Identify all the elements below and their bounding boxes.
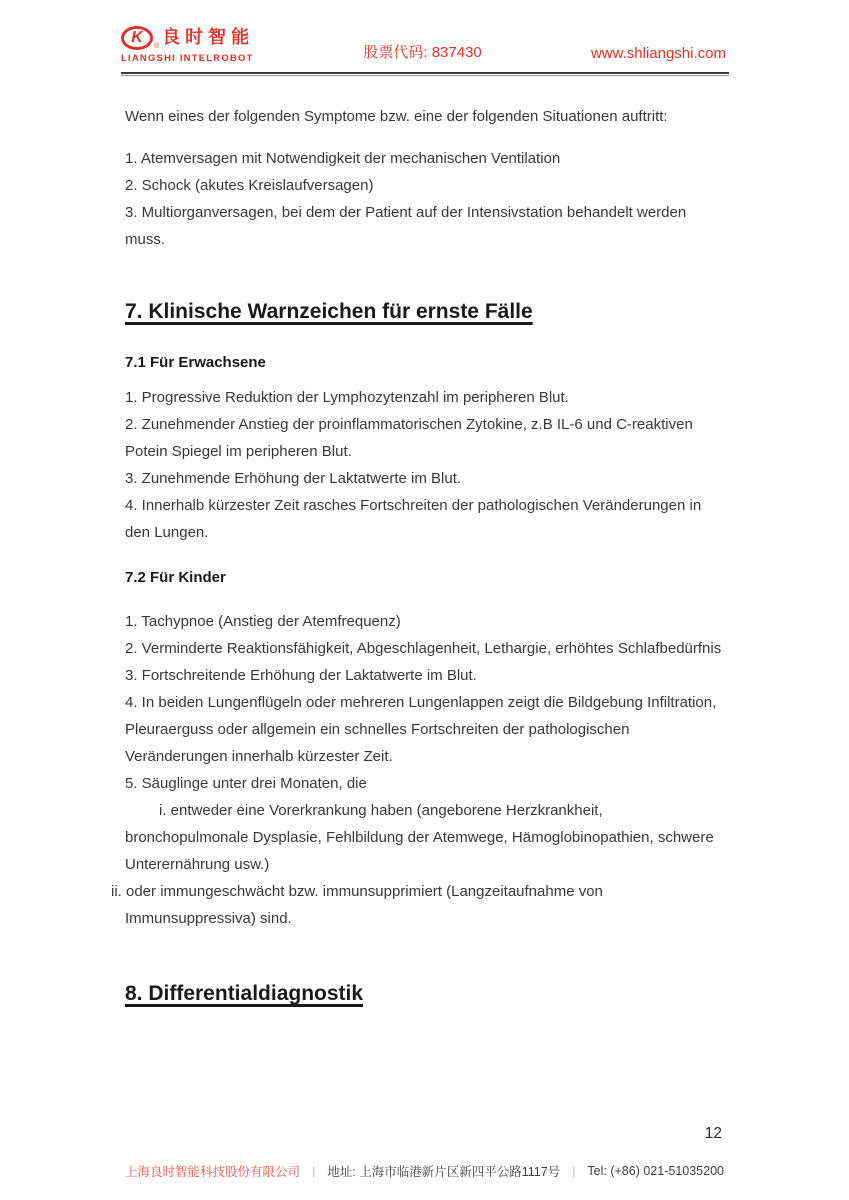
list-item: 4. In beiden Lungenflügeln oder mehreren Lungenlappen zeigt die Bildgebung Infiltration, Pleuraerguss oder allgemein ein schnelles Fortschreiten der pathologischen Veränderungen innerhalb kürzester Zeit. bbox=[125, 694, 717, 765]
list-item: 2. Verminderte Reaktionsfähigkeit, Abgeschlagenheit, Lethargie, erhöhtes Schlafbedürfnis bbox=[125, 640, 722, 657]
section-7-heading: 7. Klinische Warnzeichen für ernste Fälle bbox=[125, 300, 533, 323]
list-item: 2. Schock (akutes Kreislaufversagen) bbox=[125, 177, 374, 194]
page-footer bbox=[125, 1162, 724, 1180]
header-rule bbox=[121, 72, 729, 76]
website-link[interactable]: www.shliangshi.com bbox=[590, 45, 726, 62]
list-item: 1. Atemversagen mit Notwendigkeit der mechanischen Ventilation bbox=[125, 150, 561, 167]
list-item: 1. Tachypnoe (Anstieg der Atemfrequenz) bbox=[125, 613, 401, 630]
list-item: 4. Innerhalb kürzester Zeit rasches Fortschreiten der pathologischen Veränderungen in den Lungen. bbox=[125, 497, 702, 541]
footer-separator: | bbox=[572, 1164, 576, 1178]
section-8-heading: 8. Differentialdiagnostik bbox=[125, 982, 364, 1005]
stock-code: 股票代码: 837430 bbox=[363, 44, 482, 61]
logo-chinese-text: 良时智能 bbox=[162, 27, 255, 48]
list-item: 3. Multiorganversagen, bei dem der Patient auf der Intensivstation behandelt werden muss. bbox=[125, 204, 687, 248]
company-logo bbox=[121, 26, 254, 64]
list-item: 5. Säuglinge unter drei Monaten, die bbox=[125, 775, 367, 792]
logo-k-letter: K bbox=[131, 29, 143, 46]
document-body bbox=[0, 103, 849, 1009]
list-item: 1. Progressive Reduktion der Lymphozytenzahl im peripheren Blut. bbox=[125, 389, 569, 406]
logo-english-text: LIANGSHI INTELROBOT bbox=[121, 53, 254, 64]
page-header bbox=[0, 0, 849, 72]
footer-separator: | bbox=[312, 1164, 316, 1178]
intro-list bbox=[125, 145, 724, 253]
logo-row bbox=[121, 26, 254, 50]
sub-list-item: i. entweder eine Vorerkrankung haben (angeborene Herzkrankheit, bronchopulmonale Dysplasie, Fehlbildung der Atemwege, Hämoglobinopathien, schwere Unterernährung usw.) bbox=[125, 802, 714, 873]
section-7-1-heading: 7.1 Für Erwachsene bbox=[125, 354, 266, 371]
page-number: 12 bbox=[704, 1125, 722, 1142]
sub-list-item: ii. oder immungeschwächt bzw. immunsupprimiert (Langzeitaufnahme von Immunsuppressiva) sind. bbox=[111, 883, 603, 927]
intro-paragraph: Wenn eines der folgenden Symptome bzw. eine der folgenden Situationen auftritt: bbox=[125, 108, 668, 125]
logo-k-icon bbox=[121, 26, 153, 50]
registered-trademark-icon: ® bbox=[154, 43, 160, 50]
section-7-2-heading: 7.2 Für Kinder bbox=[125, 569, 226, 586]
list-item: 3. Fortschreitende Erhöhung der Laktatwerte im Blut. bbox=[125, 667, 477, 684]
list-item: 3. Zunehmende Erhöhung der Laktatwerte im Blut. bbox=[125, 470, 462, 487]
list-item: 2. Zunehmender Anstieg der proinflammatorischen Zytokine, z.B IL-6 und C-reaktiven Potein Spiegel im peripheren Blut. bbox=[125, 416, 693, 460]
section-7-1-list bbox=[125, 384, 724, 546]
section-7-2-list bbox=[111, 608, 724, 932]
footer-company-name: 上海良时智能科技股份有限公司 bbox=[125, 1165, 301, 1179]
footer-address: 地址: 上海市临港新片区新四平公路1117号 bbox=[327, 1165, 561, 1179]
footer-telephone: Tel: (+86) 021-51035200 bbox=[587, 1164, 724, 1178]
